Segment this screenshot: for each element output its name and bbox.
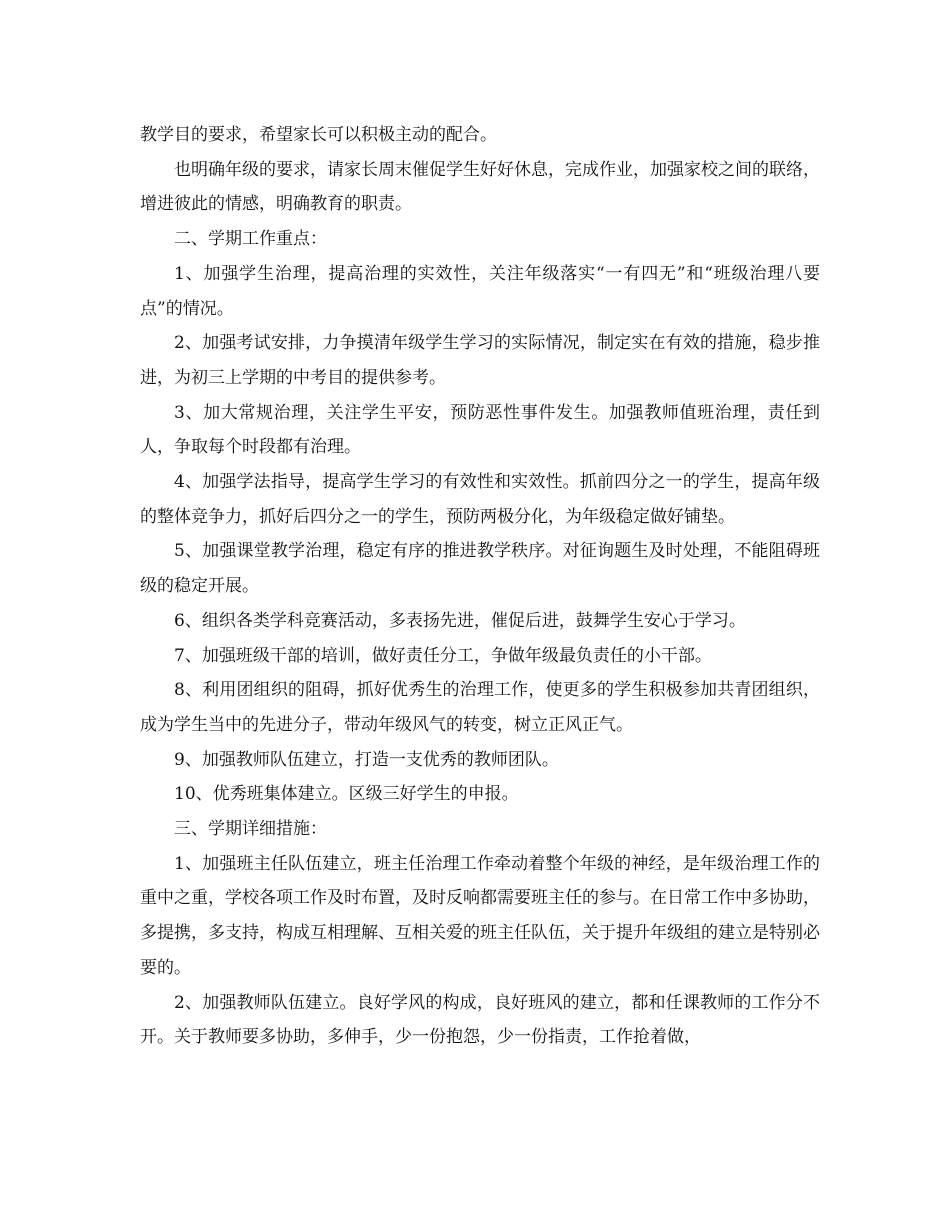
section-heading: 三、学期详细措施： bbox=[174, 819, 327, 840]
paragraph: 8、利用团组织的阻碍，抓好优秀生的治理工作，使更多的学生积极参加共青团组织，成为学生当中的先进分子，带动年级风气的转变，树立正风正气。 bbox=[140, 680, 820, 735]
paragraph: 也明确年级的要求，请家长周末催促学生好好休息，完成作业，加强家校之间的联络，增进彼此的情感，明确教育的职责。 bbox=[140, 159, 820, 215]
section-heading: 二、学期工作重点： bbox=[174, 229, 327, 250]
paragraph: 3、加大常规治理，关注学生平安，预防恶性事件发生。加强教师值班治理，责任到人，争取每个时段都有治理。 bbox=[140, 402, 820, 458]
paragraph: 1、加强班主任队伍建立，班主任治理工作牵动着整个年级的神经，是年级治理工作的重中之重，学校各项工作及时布置，及时反响都需要班主任的参与。在日常工作中多协助，多提携，多支持，构成互相理解、互相关爱的班主任队伍，关于提升年级组的建立是特别必要的。 bbox=[140, 853, 820, 978]
paragraph: 4、加强学法指导，提高学生学习的有效性和实效性。抓前四分之一的学生，提高年级的整体竞争力，抓好后四分之一的学生，预防两极分化，为年级稳定做好铺垫。 bbox=[140, 472, 820, 527]
paragraph: 教学目的要求，希望家长可以积极主动的配合。 bbox=[140, 125, 497, 145]
paragraph: 2、加强考试安排，力争摸清年级学生学习的实际情况，制定实在有效的措施，稳步推进，为初三上学期的中考目的提供参考。 bbox=[140, 333, 820, 388]
paragraph: 7、加强班级干部的培训，做好责任分工，争做年级最负责任的小干部。 bbox=[174, 645, 712, 666]
paragraph: 9、加强教师队伍建立，打造一支优秀的教师团队。 bbox=[174, 749, 559, 770]
document-body bbox=[140, 118, 820, 1055]
paragraph: 5、加强课堂教学治理，稳定有序的推进教学秩序。对征询题生及时处理，不能阻碍班级的稳定开展。 bbox=[140, 541, 820, 597]
paragraph: 2、加强教师队伍建立。良好学风的构成，良好班风的建立，都和任课教师的工作分不开。关于教师要多协助，多伸手，少一份抱怨，少一份指责，工作抢着做， bbox=[140, 992, 820, 1048]
paragraph: 6、组织各类学科竞赛活动，多表扬先进，催促后进，鼓舞学生安心于学习。 bbox=[174, 610, 746, 631]
paragraph: 10、优秀班集体建立。区级三好学生的申报。 bbox=[174, 784, 519, 805]
paragraph: 1、加强学生治理，提高治理的实效性，关注年级落实“一有四无”和“班级治理八要点”的情况。 bbox=[140, 263, 820, 319]
